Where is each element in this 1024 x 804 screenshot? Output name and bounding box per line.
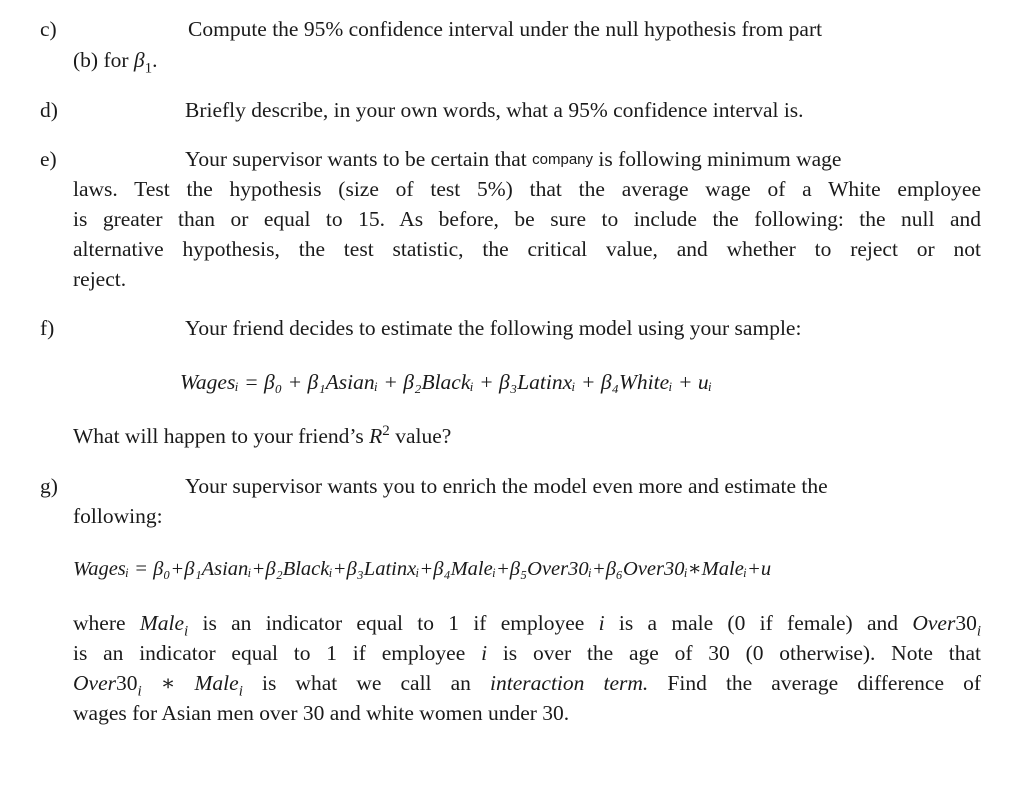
company-word: company: [532, 151, 594, 168]
item-g-where-line-1: where Male$_i$ is an indicator equal to 1 if employee i is a male (0 if female) and $Over30_i$: [73, 611, 981, 640]
item-g-line-2: following:: [73, 504, 163, 528]
interaction-term-emphasis: interaction term.: [490, 671, 649, 695]
item-e-line-3: is greater than or equal to 15. As before, be sure to include the following: the null and: [73, 207, 981, 231]
item-g-line-1: Your supervisor wants you to enrich the model even more and estimate the: [185, 474, 828, 498]
item-e-line-4: alternative hypothesis, the test statistic, the critical value, and whether to reject or not: [73, 237, 981, 261]
item-f-question: What will happen to your friend’s $R^2$ value?: [73, 422, 452, 448]
item-c-line-1: Compute the 95% confidence interval under the null hypothesis from part: [188, 17, 823, 41]
item-e-label: e): [40, 147, 57, 171]
item-f-equation: Wagesᵢ = β₀ + β₁Asianᵢ + β₂Blackᵢ + β₃Latinxᵢ + β₄Whiteᵢ + uᵢ: [180, 370, 712, 394]
item-g-equation: Wagesᵢ = β₀+β₁Asianᵢ+β₂Blackᵢ+β₃Latinxᵢ+β₄Maleᵢ+β₅Over30ᵢ+β₆Over30ᵢ∗Maleᵢ+u: [73, 558, 772, 580]
item-e-line-1: Your supervisor wants to be certain that company is following minimum wage: [185, 147, 842, 171]
item-f-line-1: Your friend decides to estimate the following model using your sample:: [185, 316, 802, 340]
item-c-line-2: (b) for $\beta_1$.: [73, 48, 158, 77]
item-d-line-1: Briefly describe, in your own words, what a 95% confidence interval is.: [185, 98, 804, 122]
item-d-label: d): [40, 98, 58, 122]
item-f-label: f): [40, 316, 55, 340]
item-e-line-5: reject.: [73, 267, 127, 291]
item-g-where-line-4: wages for Asian men over 30 and white women under 30.: [73, 701, 570, 725]
item-e-line-2: laws. Test the hypothesis (size of test 5%) that the average wage of a White employee: [73, 177, 981, 201]
item-g-where-line-3: $Over30_i$ ∗ Male$_i$ is what we call an interaction term. Find the average difference of: [73, 671, 981, 700]
item-g-where-line-2: is an indicator equal to 1 if employee i is over the age of 30 (0 otherwise). Note that: [73, 641, 981, 665]
item-g-label: g): [40, 474, 58, 498]
item-c-label: c): [40, 17, 57, 41]
